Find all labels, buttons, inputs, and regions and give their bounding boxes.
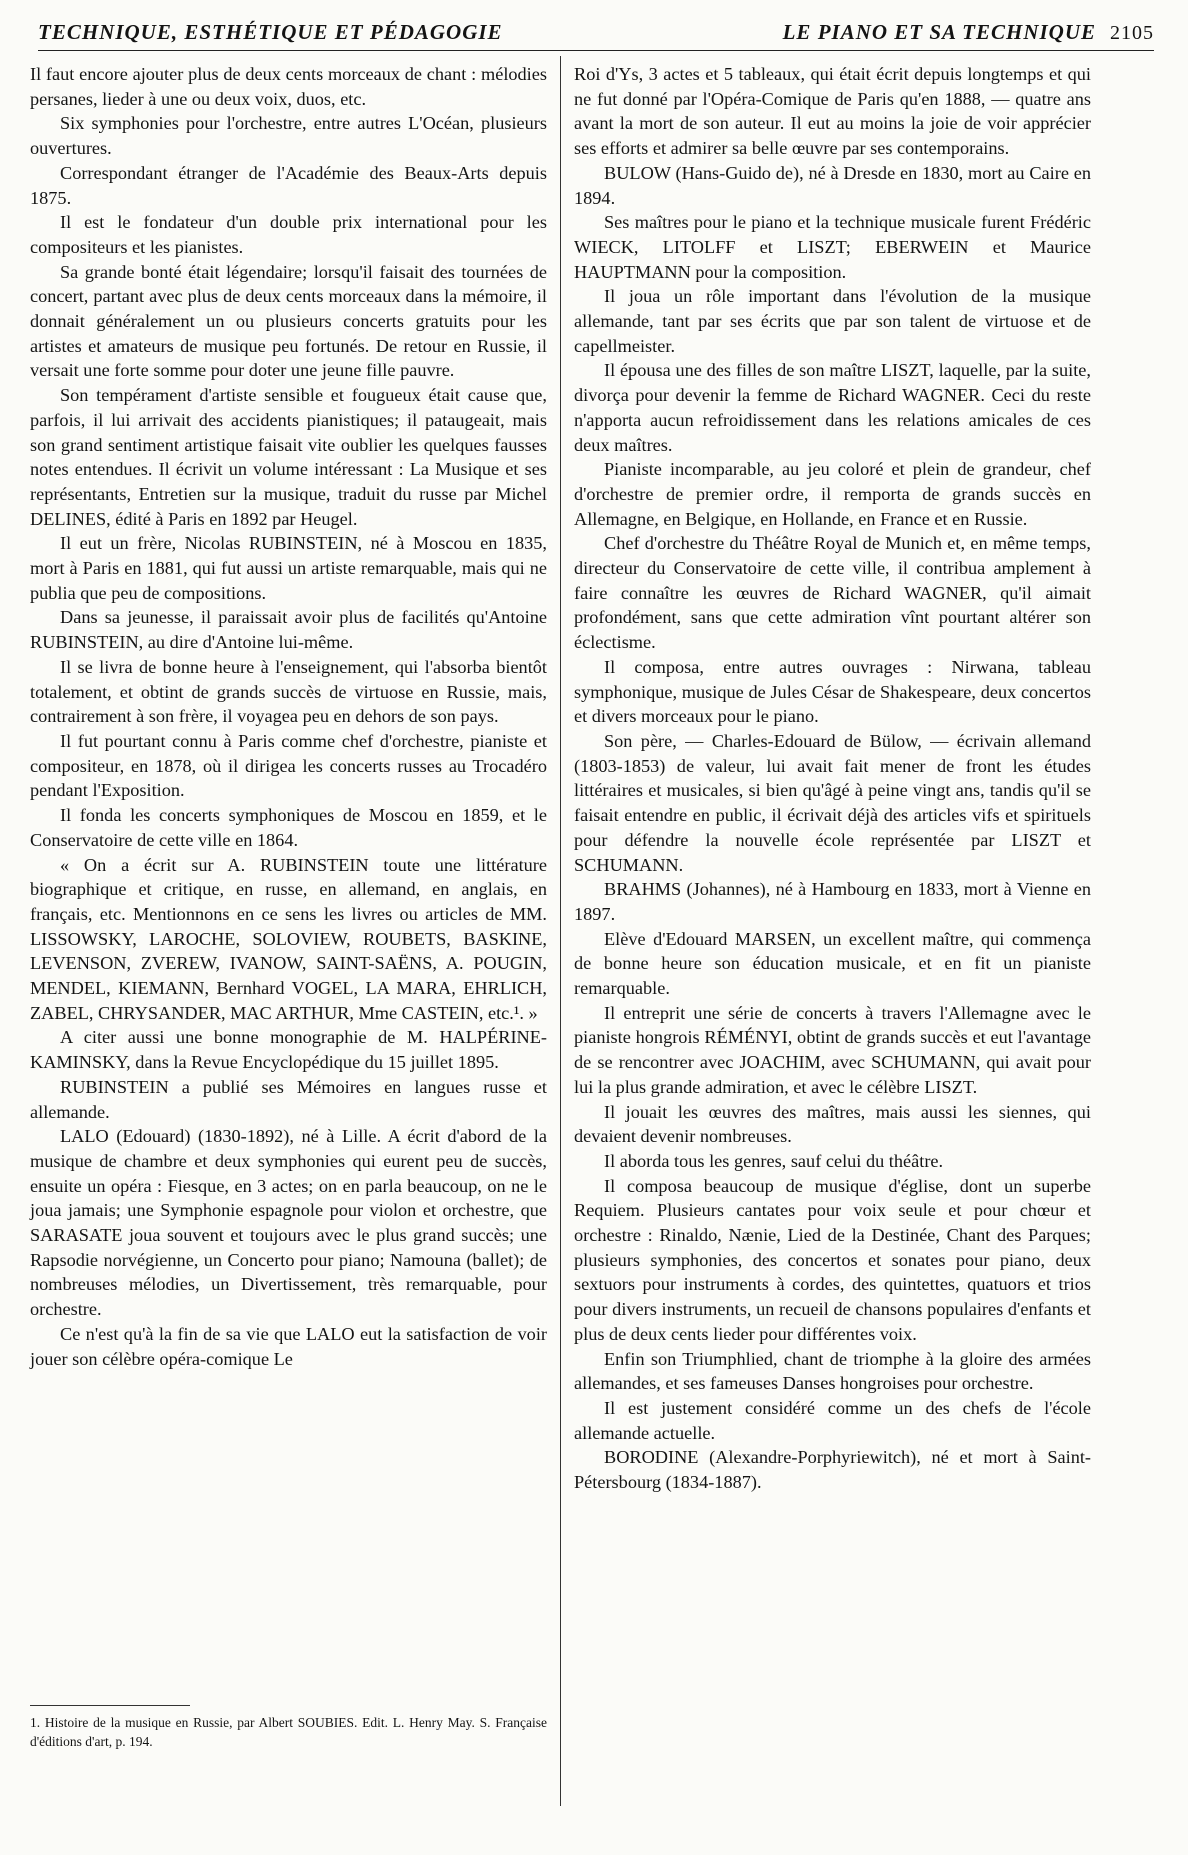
paragraph: Il fut pourtant connu à Paris comme chef d'orchestre, pianiste et compositeur, en 1878, où il dirigea les concerts russes au Trocadéro pendant l'Exposition. bbox=[30, 730, 547, 801]
paragraph: Elève d'Edouard MARSEN, un excellent maître, qui commença de bonne heure son éducation musicale, et en fit un pianiste remarquable. bbox=[574, 928, 1091, 999]
footnote: 1. Histoire de la musique en Russie, par Albert SOUBIES. Edit. L. Henry May. S. Française d'éditions d'art, p. 194. bbox=[30, 1715, 547, 1749]
paragraph: Enfin son Triumphlied, chant de triomphe à la gloire des armées allemandes, et ses fameuses Danses hongroises pour orchestre. bbox=[574, 1348, 1091, 1394]
paragraph: BRAHMS (Johannes), né à Hambourg en 1833, mort à Vienne en 1897. bbox=[574, 879, 1091, 924]
paragraph: Chef d'orchestre du Théâtre Royal de Munich et, en même temps, directeur du Conservatoire de cette ville, il contribua amplement à faire connaître les œuvres de Richard WAGNER, qu'il aimait profondément, sans que cette admiration vînt pourtant altérer son éclectisme. bbox=[574, 533, 1091, 653]
header-rule bbox=[38, 50, 1154, 51]
paragraph: Il entreprit une série de concerts à travers l'Allemagne avec le pianiste hongrois RÉMÉNYI, obtint de grands succès et eut l'avantage de se rencontrer avec JOACHIM, avec SCHUMANN, qui avait pour lui la plus grande admiration, et avec le célèbre LISZT. bbox=[574, 1002, 1091, 1097]
column-divider bbox=[560, 56, 561, 1806]
paragraph: Pianiste incomparable, au jeu coloré et plein de grandeur, chef d'orchestre de premier ordre, il remporta de grands succès en Allemagne, en Belgique, en Hollande, en France et en Russie. bbox=[574, 459, 1091, 529]
paragraph: Il est le fondateur d'un double prix international pour les compositeurs et les pianistes. bbox=[30, 212, 547, 257]
paragraph: « On a écrit sur A. RUBINSTEIN toute une littérature biographique et critique, en russe, en allemand, en anglais, en français, etc. Mentionnons en ce sens les livres ou articles de MM. LISSOWSKY, LAROCHE, SOLOVIEW, ROUBETS, BASKINE, LEVENSON, ZVEREW, IVANOW, SAINT-SAËNS, A. POUGIN, MENDEL, KIEMANN, Bernhard VOGEL, LA MARA, EHRLICH, ZABEL, CHRYSANDER, MAC ARTHUR, Mme CASTEIN, etc.¹. » bbox=[30, 854, 547, 1023]
paragraph: Il se livra de bonne heure à l'enseignement, qui l'absorba bientôt totalement, et obtint de grands succès de virtuose en Russie, mais, contrairement à son frère, il voyagea peu en dehors de son pays. bbox=[30, 656, 547, 727]
paragraph: Il joua un rôle important dans l'évolution de la musique allemande, tant par ses écrits que par son talent de virtuose et de capellmeister. bbox=[574, 286, 1091, 356]
paragraph: Il composa beaucoup de musique d'église, dont un superbe Requiem. Plusieurs cantates pour voix seule et pour chœur et orchestre : Rinaldo, Nænie, Lied de la Destinée, Chant des Parques; plusieurs symphonies, des concertos et sonates pour piano, deux sextuors pour instruments à cordes, des quintettes, quatuors et trios pour divers instruments, un recueil de chansons populaires d'enfants et plus de deux cents lieder pour différentes voix. bbox=[574, 1175, 1091, 1344]
footnote-rule bbox=[30, 1705, 190, 1706]
paragraph: Il faut encore ajouter plus de deux cents morceaux de chant : mélodies persanes, lieder à une ou deux voix, duos, etc. bbox=[30, 64, 547, 109]
paragraph: Il eut un frère, Nicolas RUBINSTEIN, né à Moscou en 1835, mort à Paris en 1881, qui fut aussi un artiste remarquable, mais qui ne publia que peu de compositions. bbox=[30, 533, 547, 603]
paragraph: Six symphonies pour l'orchestre, entre autres L'Océan, plusieurs ouvertures. bbox=[30, 113, 547, 159]
paragraph: Roi d'Ys, 3 actes et 5 tableaux, qui était écrit depuis longtemps et qui ne fut donné par l'Opéra-Comique de Paris qu'en 1888, — quatre ans avant la mort de son auteur. Il eut au moins la joie de voir apprécier ses efforts et admirer sa belle œuvre par ses contemporains. bbox=[574, 64, 1091, 159]
paragraph: LALO (Edouard) (1830-1892), né à Lille. A écrit d'abord de la musique de chambre et deux symphonies qui eurent peu de succès, ensuite un opéra : Fiesque, en 3 actes; on en parla beaucoup, on ne le joua jamais; une Symphonie espagnole pour violon et orchestre, que SARASATE joua souvent et toujours avec le plus grand succès; une Rapsodie norvégienne, un Concerto pour piano; Namouna (ballet); de nombreuses mélodies, un Divertissement, très remarquable, pour orchestre. bbox=[30, 1126, 547, 1320]
header-right-group bbox=[783, 20, 1154, 45]
paragraph: Il fonda les concerts symphoniques de Moscou en 1859, et le Conservatoire de cette ville en 1864. bbox=[30, 805, 547, 850]
paragraph: BORODINE (Alexandre-Porphyriewitch), né et mort à Saint-Pétersbourg (1834-1887). bbox=[574, 1447, 1091, 1493]
paragraph: RUBINSTEIN a publié ses Mémoires en langues russe et allemande. bbox=[30, 1076, 547, 1122]
paragraph: Correspondant étranger de l'Académie des Beaux-Arts depuis 1875. bbox=[30, 162, 547, 208]
paragraph: Ce n'est qu'à la fin de sa vie que LALO eut la satisfaction de voir jouer son célèbre opéra-comique Le bbox=[30, 1323, 547, 1369]
paragraph: Il aborda tous les genres, sauf celui du théâtre. bbox=[604, 1150, 944, 1171]
paragraph: Il jouait les œuvres des maîtres, mais aussi les siennes, qui devaient devenir nombreuses. bbox=[574, 1101, 1091, 1147]
paragraph: Ses maîtres pour le piano et la technique musicale furent Frédéric WIECK, LITOLFF et LISZT; EBERWEIN et Maurice HAUPTMANN pour la composition. bbox=[574, 212, 1091, 282]
paragraph: Son père, — Charles-Edouard de Bülow, — écrivain allemand (1803-1853) de valeur, lui avait fait mener de front les études littéraires et musicales, si bien qu'âgé à peine vingt ans, tandis qu'il se faisait entendre en public, il écrivait déjà des articles vifs et spirituels pour défendre la nouvelle école représentée par LISZT et SCHUMANN. bbox=[574, 730, 1091, 875]
page-number: 2105 bbox=[1110, 22, 1154, 44]
left-column bbox=[30, 62, 547, 1371]
paragraph: BULOW (Hans-Guido de), né à Dresde en 1830, mort au Caire en 1894. bbox=[574, 162, 1091, 208]
paragraph: Il épousa une des filles de son maître LISZT, laquelle, par la suite, divorça pour devenir la femme de Richard WAGNER. Ceci du reste n'apporta aucun refroidissement dans les relations amicales de ces deux maîtres. bbox=[574, 360, 1091, 455]
paragraph: A citer aussi une bonne monographie de M. HALPÉRINE-KAMINSKY, dans la Revue Encyclopédique du 15 juillet 1895. bbox=[30, 1027, 547, 1073]
running-header bbox=[38, 16, 1154, 50]
paragraph: Il composa, entre autres ouvrages : Nirwana, tableau symphonique, musique de Jules César de Shakespeare, deux concertos et divers morceaux pour le piano. bbox=[574, 656, 1091, 727]
header-left-title: TECHNIQUE, ESTHÉTIQUE ET PÉDAGOGIE bbox=[38, 20, 503, 44]
paragraph: Son tempérament d'artiste sensible et fougueux était cause que, parfois, il lui arrivait des accidents pianistiques; il pataugeait, mais son grand sentiment artistique faisait vite oublier les quelques fausses notes entendues. Il écrivit un volume intéressant : La Musique et ses représentants, Entretien sur la musique, traduit du russe par Michel DELINES, édité à Paris en 1892 par Heugel. bbox=[30, 385, 547, 529]
right-column bbox=[574, 62, 1091, 1495]
paragraph: Dans sa jeunesse, il paraissait avoir plus de facilités qu'Antoine RUBINSTEIN, au dire d'Antoine lui-même. bbox=[30, 607, 547, 653]
paragraph: Il est justement considéré comme un des chefs de l'école allemande actuelle. bbox=[574, 1397, 1091, 1443]
paragraph: Sa grande bonté était légendaire; lorsqu'il faisait des tournées de concert, partant avec plus de deux cents morceaux dans la mémoire, il donnait généralement un ou plusieurs concerts gratuits pour les artistes et amateurs de musique peu fortunés. De retour en Russie, il versait une forte somme pour doter une jeune fille pauvre. bbox=[30, 261, 547, 381]
header-right-title: LE PIANO ET SA TECHNIQUE bbox=[782, 20, 1096, 44]
